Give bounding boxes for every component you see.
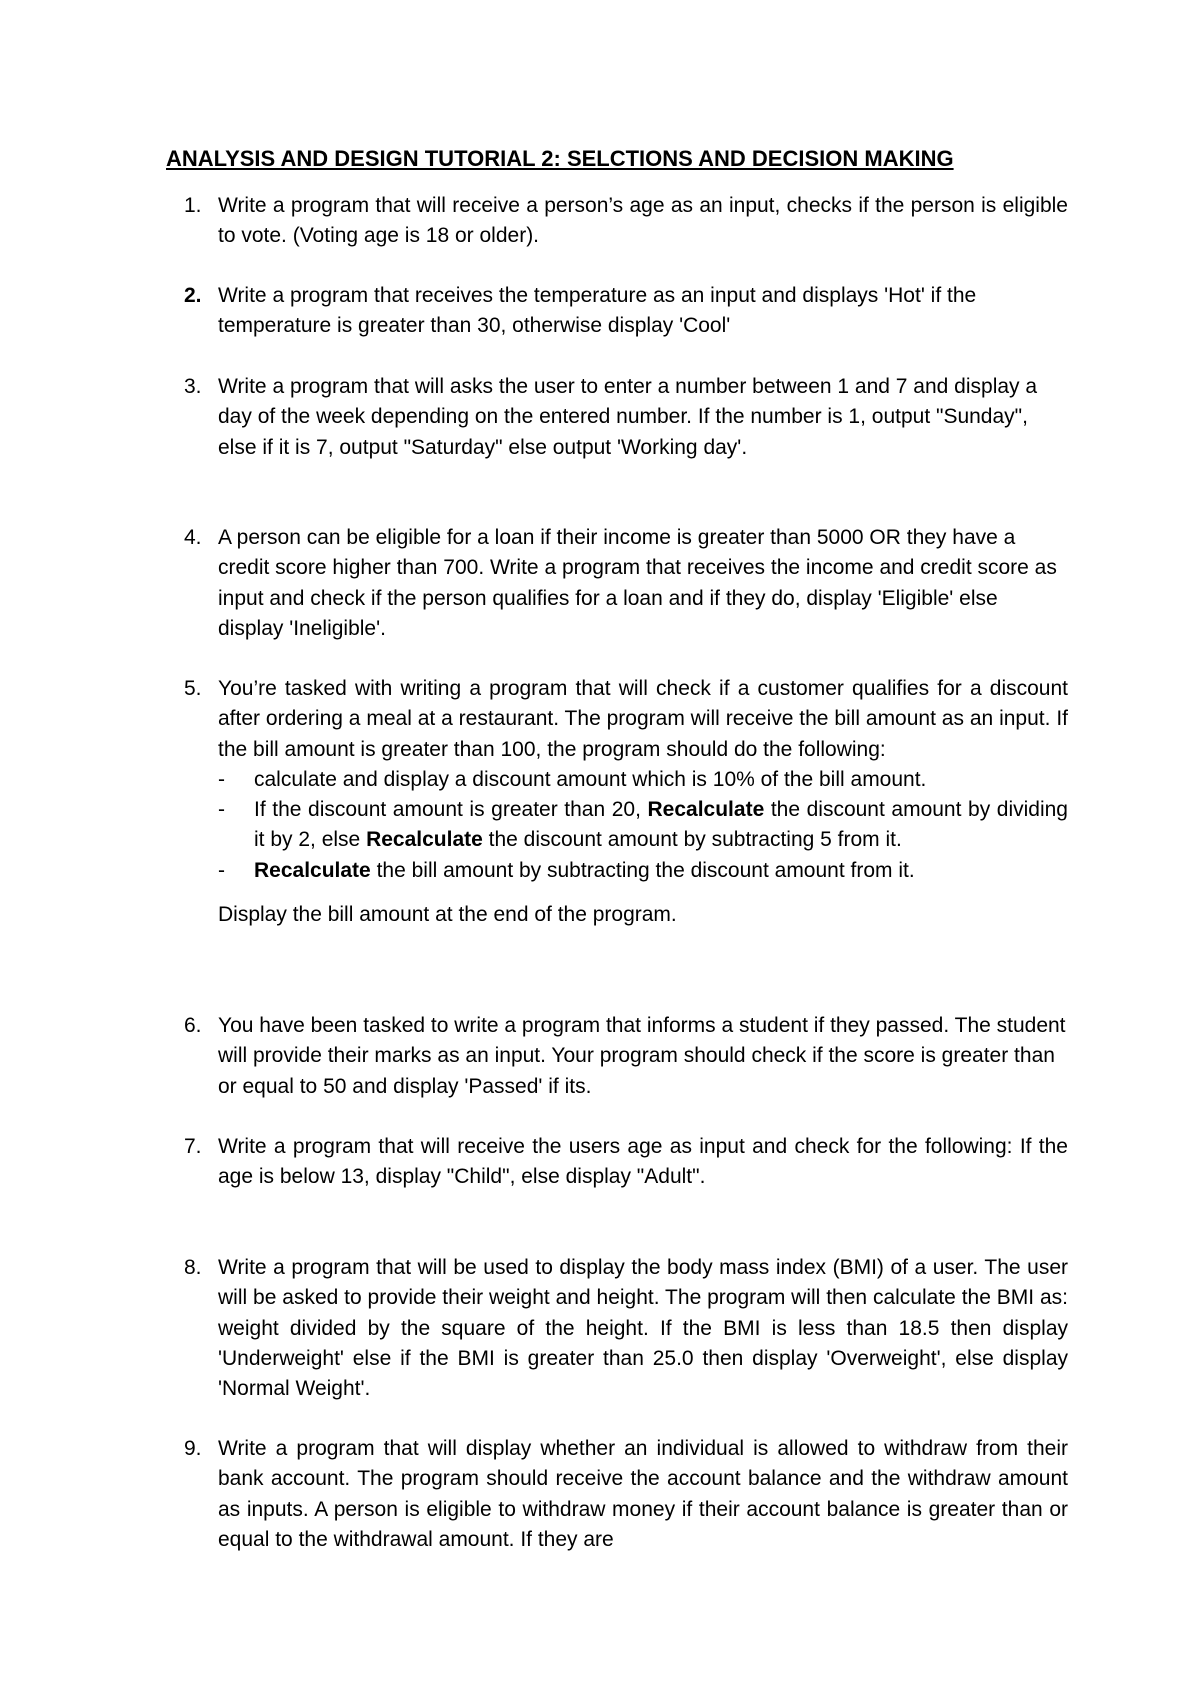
item-text: Write a program that receives the temperature as an input and displays 'Hot' if the temperature is greater than 30, otherwise display 'Cool'	[218, 284, 977, 338]
item-number: 2.	[184, 284, 202, 307]
list-item	[166, 372, 1068, 463]
item-text: Write a program that will receive the users age as input and check for the following: If the age is below 13, display "Child", else display "Adult".	[218, 1135, 1068, 1189]
item-number: 4.	[184, 526, 202, 549]
item-text: You have been tasked to write a program that informs a student if they passed. The student will provide their marks as an input. Your program should check if the score is greater than or equal to 50 and display 'Passed' if its.	[218, 1014, 1066, 1098]
item-number: 1.	[184, 194, 202, 217]
text-run: the discount amount by subtracting 5 from it.	[482, 828, 902, 852]
item-text: Write a program that will receive a person’s age as an input, checks if the person is eligible to vote. (Voting age is 18 or older).	[218, 194, 1068, 248]
item-text: A person can be eligible for a loan if their income is greater than 5000 OR they have a credit score higher than 700. Write a program that receives the income and credit score as input and check if the person qualifies for a loan and if they do, display 'Eligible' else display 'Ineligible'.	[218, 526, 1057, 640]
document-title: ANALYSIS AND DESIGN TUTORIAL 2: SELCTIONS AND DECISION MAKING	[166, 146, 954, 171]
list-item	[166, 674, 1068, 930]
text-run: the discount amount by dividing it by 2, else	[254, 798, 1068, 852]
list-item	[166, 191, 1068, 252]
sub-item-text	[254, 856, 1068, 886]
bold-text: Recalculate	[254, 858, 371, 882]
bold-text: Recalculate	[647, 798, 765, 822]
sub-item	[218, 856, 1068, 886]
dash-marker: -	[218, 858, 225, 882]
item-text: Write a program that will asks the user to enter a number between 1 and 7 and display a day of the week depending on the entered number. If the number is 1, output "Sunday", else if it is 7, output "Saturday" else output 'Working day'.	[218, 375, 1038, 459]
item-number: 6.	[184, 1014, 202, 1037]
dash-marker: -	[218, 767, 225, 791]
item-number: 9.	[184, 1437, 202, 1460]
sub-item-text	[254, 795, 1068, 856]
item-number: 7.	[184, 1135, 202, 1158]
sub-item	[218, 765, 1068, 795]
item-text: Write a program that will be used to display the body mass index (BMI) of a user. The user will be asked to provide their weight and height. The program will then calculate the BMI as: weight divided by the square of the height. If the BMI is less than 18.5 then display 'Underweight' else if the BMI is greater than 25.0 then display 'Overweight', else display 'Normal Weight'.	[218, 1256, 1068, 1401]
list-item	[166, 523, 1068, 644]
item-number: 3.	[184, 375, 202, 398]
list-item	[166, 1253, 1068, 1404]
text-run: the bill amount by subtracting the discount amount from it.	[370, 858, 915, 882]
item-text: Write a program that will display whether an individual is allowed to withdraw from their bank account. The program should receive the account balance and the withdraw amount as inputs. A person is eligible to withdraw money if their account balance is greater than or equal to the withdrawal amount. If they are	[218, 1437, 1068, 1551]
list-item	[166, 281, 1068, 342]
item-number: 8.	[184, 1256, 202, 1279]
list-item	[166, 1132, 1068, 1193]
text-run: If the discount amount is greater than 20,	[254, 798, 648, 822]
dash-marker: -	[218, 798, 225, 822]
list-item	[166, 1011, 1068, 1102]
sub-item-text: calculate and display a discount amount which is 10% of the bill amount.	[254, 767, 927, 791]
bold-text: Recalculate	[366, 828, 483, 852]
item-closing-text: Display the bill amount at the end of the program.	[218, 903, 677, 927]
list-item	[166, 1434, 1068, 1555]
item-number: 5.	[184, 677, 202, 700]
item-text: You’re tasked with writing a program that will check if a customer qualifies for a discount after ordering a meal at a restaurant. The program will receive the bill amount as an input. If the bill amount is greater than 100, the program should do the following:	[218, 677, 1068, 761]
sub-item	[218, 795, 1068, 856]
